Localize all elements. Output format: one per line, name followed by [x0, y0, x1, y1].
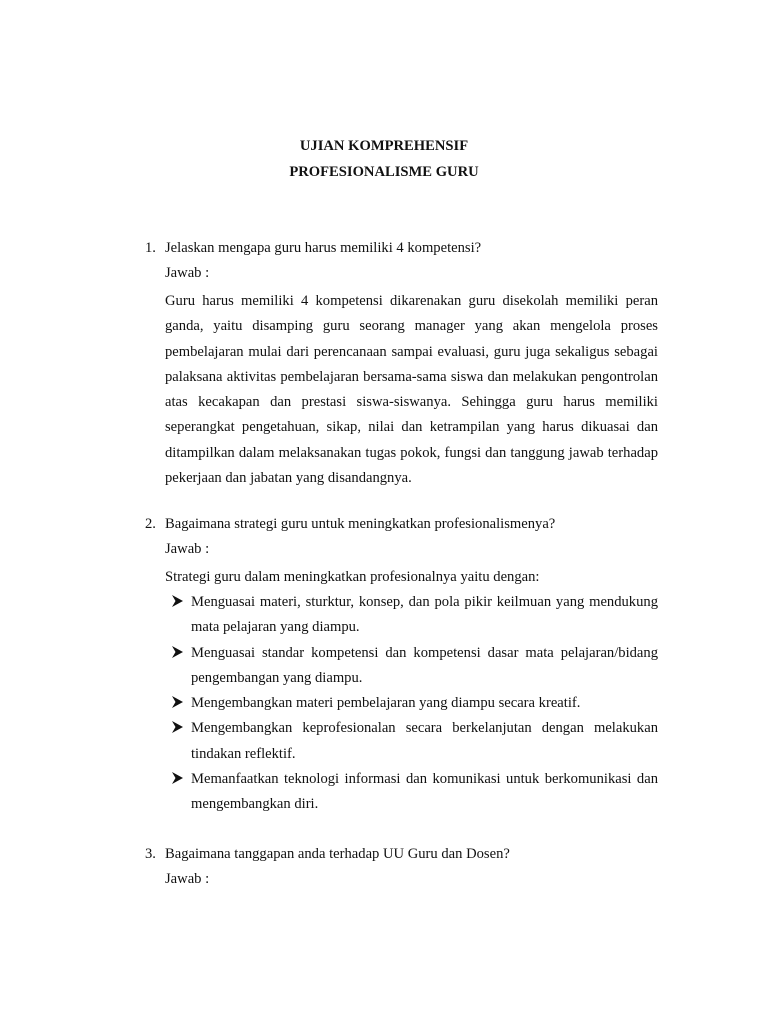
answer-intro: Strategi guru dalam meningkatkan profesionalnya yaitu dengan:	[165, 569, 540, 585]
arrowhead-bullet-icon	[172, 595, 183, 607]
question-number: 2.	[145, 516, 156, 532]
list-item	[172, 590, 658, 641]
answer-label: Jawab :	[165, 541, 210, 557]
list-item-text: Memanfaatkan teknologi informasi dan komunikasi untuk berkomunikasi dan mengembangkan diri.	[191, 771, 658, 813]
question-number: 3.	[145, 846, 156, 862]
answer-label: Jawab :	[165, 265, 210, 281]
document-subtitle: PROFESIONALISME GURU	[289, 164, 479, 180]
question-text: Jelaskan mengapa guru harus memiliki 4 kompetensi?	[165, 240, 482, 256]
list-item	[172, 691, 658, 716]
list-item	[172, 767, 658, 818]
question-1	[145, 239, 665, 491]
strategy-list	[145, 590, 665, 818]
question-text: Bagaimana strategi guru untuk meningkatkan profesionalismenya?	[165, 516, 556, 532]
question-number: 1.	[145, 240, 156, 256]
question-3	[145, 845, 665, 895]
arrowhead-bullet-icon	[172, 721, 183, 733]
list-item-text: Menguasai materi, sturktur, konsep, dan pola pikir keilmuan yang mendukung mata pelajaran yang diampu.	[191, 594, 658, 636]
list-item	[172, 641, 658, 692]
question-1-heading	[145, 239, 665, 264]
document-title: UJIAN KOMPREHENSIF	[299, 138, 469, 154]
list-item-text: Mengembangkan keprofesionalan secara berkelanjutan dengan melakukan tindakan reflektif.	[191, 720, 658, 762]
answer-label: Jawab :	[165, 871, 210, 887]
question-text: Bagaimana tanggapan anda terhadap UU Guru dan Dosen?	[165, 846, 510, 862]
question-3-heading	[145, 845, 665, 870]
arrowhead-bullet-icon	[172, 696, 183, 708]
answer-paragraph: Guru harus memiliki 4 kompetensi dikarenakan guru disekolah memiliki peran ganda, yaitu disamping guru seorang manager yang akan mengelola proses pembelajaran mulai dari perencanaan sampai evaluasi, guru juga sekaligus sebagai palaksana aktivitas pembelajaran bersama-sama siswa dan melakukan pengontrolan atas kecakapan dan prestasi siswa-siswanya. Sehingga guru harus memiliki seperangkat pengetahuan, sikap, nilai dan ketrampilan yang harus dikuasai dan ditampilkan dalam melaksanakan tugas pokok, fungsi dan tanggung jawab terhadap pekerjaan dan jabatan yang disandangnya.	[165, 293, 658, 487]
question-2-heading	[145, 515, 665, 540]
list-item-text: Menguasai standar kompetensi dan kompetensi dasar mata pelajaran/bidang pengembangan yang diampu.	[191, 644, 658, 686]
question-2	[145, 515, 665, 818]
arrowhead-bullet-icon	[172, 646, 183, 658]
list-item	[172, 716, 658, 767]
arrowhead-bullet-icon	[172, 772, 183, 784]
list-item-text: Mengembangkan materi pembelajaran yang diampu secara kreatif.	[191, 695, 581, 712]
